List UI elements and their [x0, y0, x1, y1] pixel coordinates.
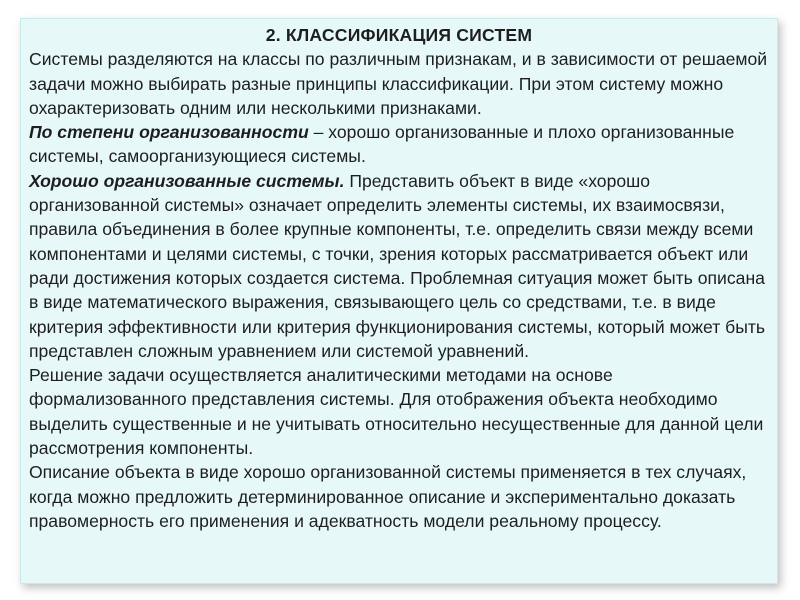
paragraph-description — [29, 460, 769, 533]
paragraph-term: По степени организованности — [29, 122, 309, 143]
paragraph-solution — [29, 363, 769, 460]
paragraph-text: Системы разделяются на классы по различным признакам, и в зависимости от решаемой задачи можно выбирать разные принципы классификации. При этом систему можно охарактеризовать одним или несколькими признаками. — [29, 49, 768, 118]
slide-title: 2. КЛАССИФИКАЦИЯ СИСТЕМ — [265, 25, 533, 45]
paragraph-organization-degree — [29, 120, 769, 169]
paragraph-intro — [29, 47, 769, 120]
paragraph-well-organized — [29, 169, 769, 363]
paragraph-text: Решение задачи осуществляется аналитическими методами на основе формализованного представления системы. Для отображения объекта необходимо выделить существенные и не учитывать относительно несущественные для данной цели рассмотрения компоненты. — [29, 365, 764, 459]
content-panel — [20, 18, 778, 584]
paragraph-text: – хорошо организованные и плохо организованные системы, самоорганизующиеся системы. — [29, 122, 735, 167]
paragraph-text: Представить объект в виде «хорошо организованной системы» означает определить элементы системы, их взаимосвязи, правила объединения в более крупные компоненты, т.е. определить связи между всеми компонентами и целями системы, с точки, зрения которых рассматривается объект или ради достижения которых создается система. Проблемная ситуация может быть описана в виде математического выражения, связывающего цель со средствами, т.е. в виде критерия эффективности или критерия функционирования системы, который может быть представлен сложным уравнением или системой уравнений. — [29, 170, 766, 361]
paragraph-term: Хорошо организованные системы. — [29, 170, 345, 191]
paragraph-text: Описание объекта в виде хорошо организованной системы применяется в тех случаях, когда можно предложить детерминированное описание и экспериментально доказать правомерность его применения и адекватность модели реальному процессу. — [29, 462, 747, 531]
